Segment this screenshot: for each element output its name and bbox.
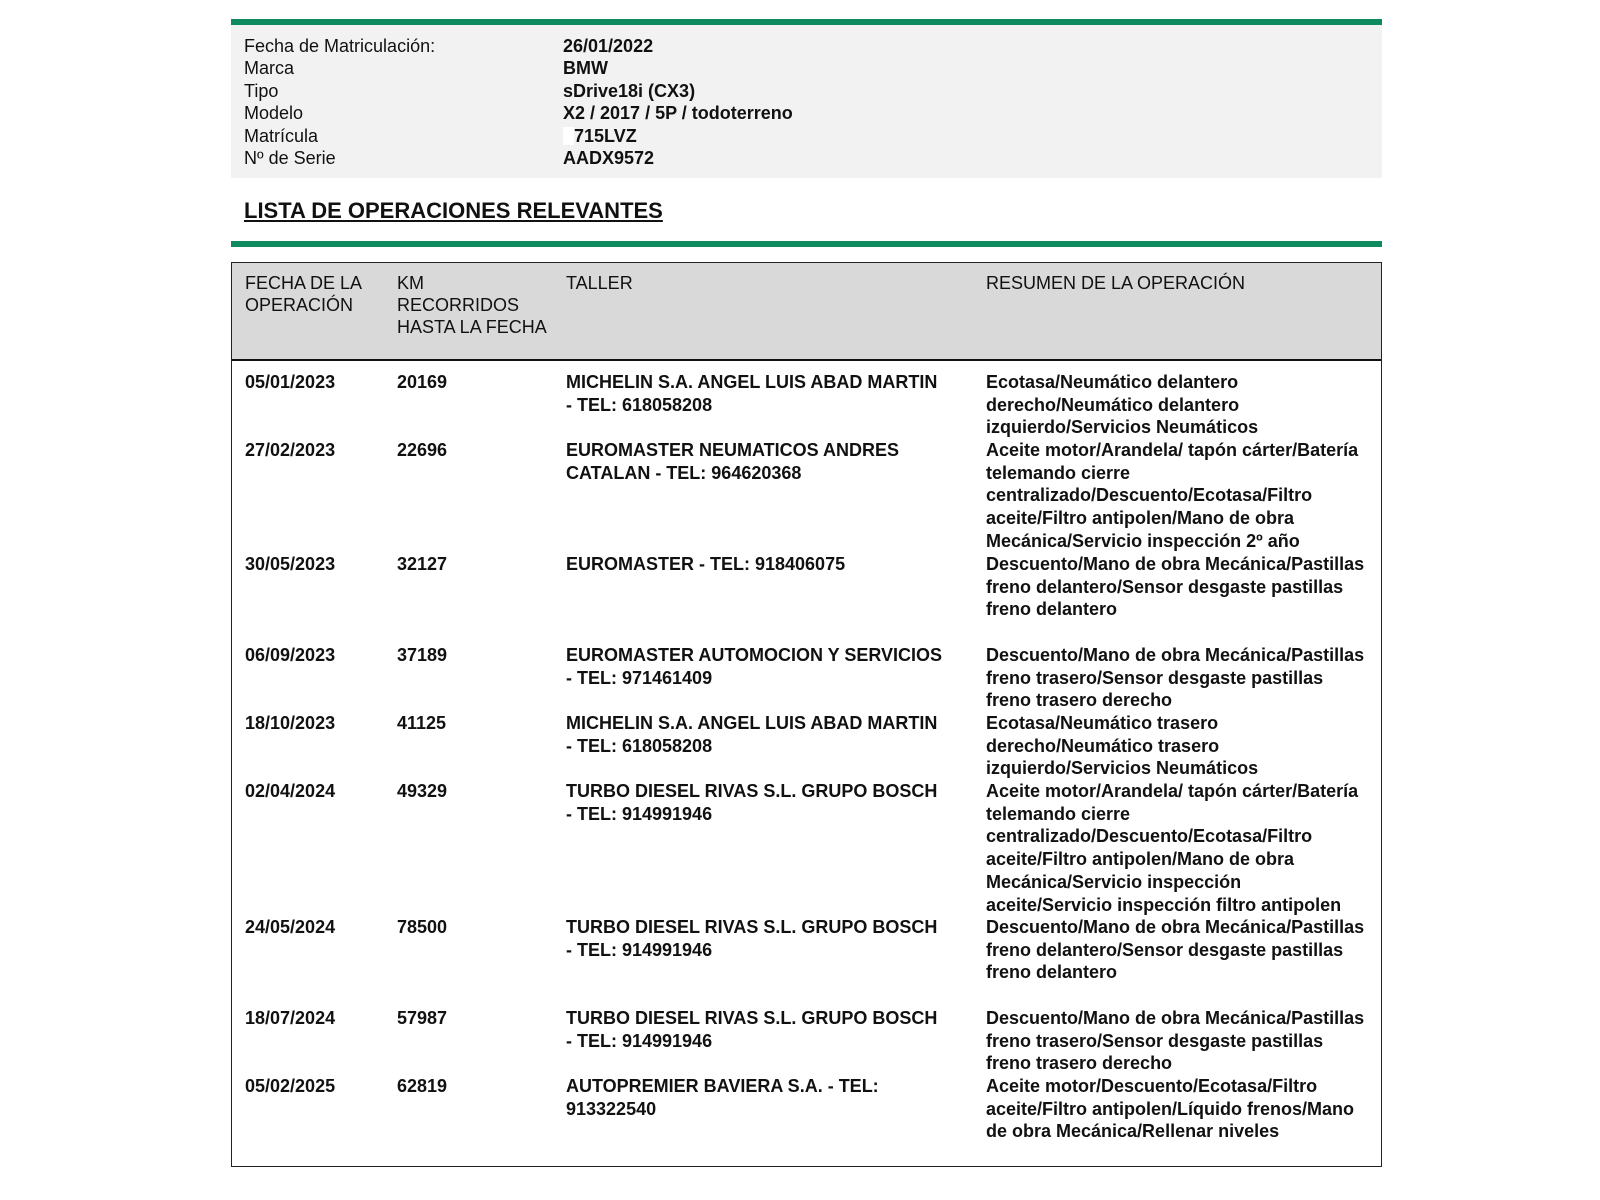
table-row xyxy=(232,712,1381,780)
redaction-mark xyxy=(563,127,574,145)
table-row xyxy=(232,780,1381,916)
cell-taller: AUTOPREMIER BAVIERA S.A. - TEL: 913322540 xyxy=(566,1076,879,1119)
info-value: 26/01/2022 xyxy=(563,36,654,56)
table-row xyxy=(232,1007,1381,1075)
cell-taller: TURBO DIESEL RIVAS S.L. GRUPO BOSCH - TEL: 914991946 xyxy=(566,1008,938,1051)
table-row xyxy=(232,439,1381,553)
cell-taller: TURBO DIESEL RIVAS S.L. GRUPO BOSCH - TEL: 914991946 xyxy=(566,917,938,960)
table-row xyxy=(232,644,1381,712)
cell-date: 18/10/2023 xyxy=(245,713,336,733)
cell-date: 05/01/2023 xyxy=(245,372,336,392)
cell-km: 62819 xyxy=(397,1076,448,1096)
info-label: Nº de Serie xyxy=(244,148,336,168)
cell-km: 41125 xyxy=(397,713,447,733)
section-green-divider xyxy=(231,241,1382,247)
table-row xyxy=(232,371,1381,439)
info-label: Modelo xyxy=(244,103,304,123)
info-label: Marca xyxy=(244,58,295,78)
header-resumen: RESUMEN DE LA OPERACIÓN xyxy=(986,273,1246,293)
operations-table xyxy=(231,262,1382,1167)
cell-date: 18/07/2024 xyxy=(245,1008,336,1028)
cell-resumen: Aceite motor/Descuento/Ecotasa/Filtro aceite/Filtro antipolen/Líquido frenos/Mano de obra Mecánica/Rellenar niveles xyxy=(986,1076,1355,1142)
cell-resumen: Aceite motor/Arandela/ tapón cárter/Batería telemando cierre centralizado/Descuento/Ecotasa/Filtro aceite/Filtro antipolen/Mano de obra Mecánica/Servicio inspección 2º año xyxy=(986,440,1359,551)
info-label: Matrícula xyxy=(244,126,319,146)
info-label: Tipo xyxy=(244,81,279,101)
info-value: sDrive18i (CX3) xyxy=(563,81,696,101)
cell-date: 30/05/2023 xyxy=(245,554,336,574)
cell-date: 02/04/2024 xyxy=(245,781,336,801)
cell-km: 49329 xyxy=(397,781,448,801)
table-row xyxy=(232,553,1381,644)
cell-taller: EUROMASTER NEUMATICOS ANDRES CATALAN - TEL: 964620368 xyxy=(566,440,900,483)
table-row xyxy=(232,1075,1381,1166)
info-value xyxy=(563,125,637,147)
cell-taller: TURBO DIESEL RIVAS S.L. GRUPO BOSCH - TEL: 914991946 xyxy=(566,781,938,824)
info-label: Fecha de Matriculación: xyxy=(244,36,436,56)
header-km: KM RECORRIDOS HASTA LA FECHA xyxy=(397,273,547,337)
cell-km: 78500 xyxy=(397,917,448,937)
cell-resumen: Descuento/Mano de obra Mecánica/Pastillas freno trasero/Sensor desgaste pastillas freno trasero derecho xyxy=(986,645,1365,711)
vehicle-info-panel xyxy=(231,25,1382,178)
cell-resumen: Descuento/Mano de obra Mecánica/Pastillas freno delantero/Sensor desgaste pastillas freno delantero xyxy=(986,917,1365,983)
header-date: FECHA DE LA OPERACIÓN xyxy=(245,273,362,315)
cell-resumen: Ecotasa/Neumático delantero derecho/Neumático delantero izquierdo/Servicios Neumáticos xyxy=(986,372,1259,438)
cell-date: 27/02/2023 xyxy=(245,440,336,460)
cell-km: 32127 xyxy=(397,554,448,574)
cell-date: 05/02/2025 xyxy=(245,1076,336,1096)
cell-resumen: Ecotasa/Neumático trasero derecho/Neumático trasero izquierdo/Servicios Neumáticos xyxy=(986,713,1259,779)
table-body xyxy=(232,371,1381,1166)
plate-value: 715LVZ xyxy=(574,126,637,146)
cell-date: 24/05/2024 xyxy=(245,917,336,937)
cell-taller: EUROMASTER AUTOMOCION Y SERVICIOS - TEL: 971461409 xyxy=(566,645,943,688)
cell-km: 22696 xyxy=(397,440,448,460)
cell-km: 37189 xyxy=(397,645,448,665)
info-value: X2 / 2017 / 5P / todoterreno xyxy=(563,103,793,123)
table-row xyxy=(232,916,1381,1007)
section-title: LISTA DE OPERACIONES RELEVANTES xyxy=(244,198,663,223)
cell-km: 57987 xyxy=(397,1008,448,1028)
cell-date: 06/09/2023 xyxy=(245,645,336,665)
cell-resumen: Aceite motor/Arandela/ tapón cárter/Batería telemando cierre centralizado/Descuento/Ecotasa/Filtro aceite/Filtro antipolen/Mano de obra Mecánica/Servicio inspección aceite/Servicio inspección filtro antipolen xyxy=(986,781,1359,915)
cell-taller: MICHELIN S.A. ANGEL LUIS ABAD MARTIN - TEL: 618058208 xyxy=(566,372,938,415)
info-value: BMW xyxy=(563,58,608,78)
cell-taller: EUROMASTER - TEL: 918406075 xyxy=(566,554,846,574)
header-taller: TALLER xyxy=(566,273,633,293)
info-value: AADX9572 xyxy=(563,148,655,168)
cell-resumen: Descuento/Mano de obra Mecánica/Pastillas freno trasero/Sensor desgaste pastillas freno trasero derecho xyxy=(986,1008,1365,1074)
cell-resumen: Descuento/Mano de obra Mecánica/Pastillas freno delantero/Sensor desgaste pastillas freno delantero xyxy=(986,554,1365,620)
table-header xyxy=(232,263,1381,361)
cell-km: 20169 xyxy=(397,372,448,392)
cell-taller: MICHELIN S.A. ANGEL LUIS ABAD MARTIN - TEL: 618058208 xyxy=(566,713,938,756)
